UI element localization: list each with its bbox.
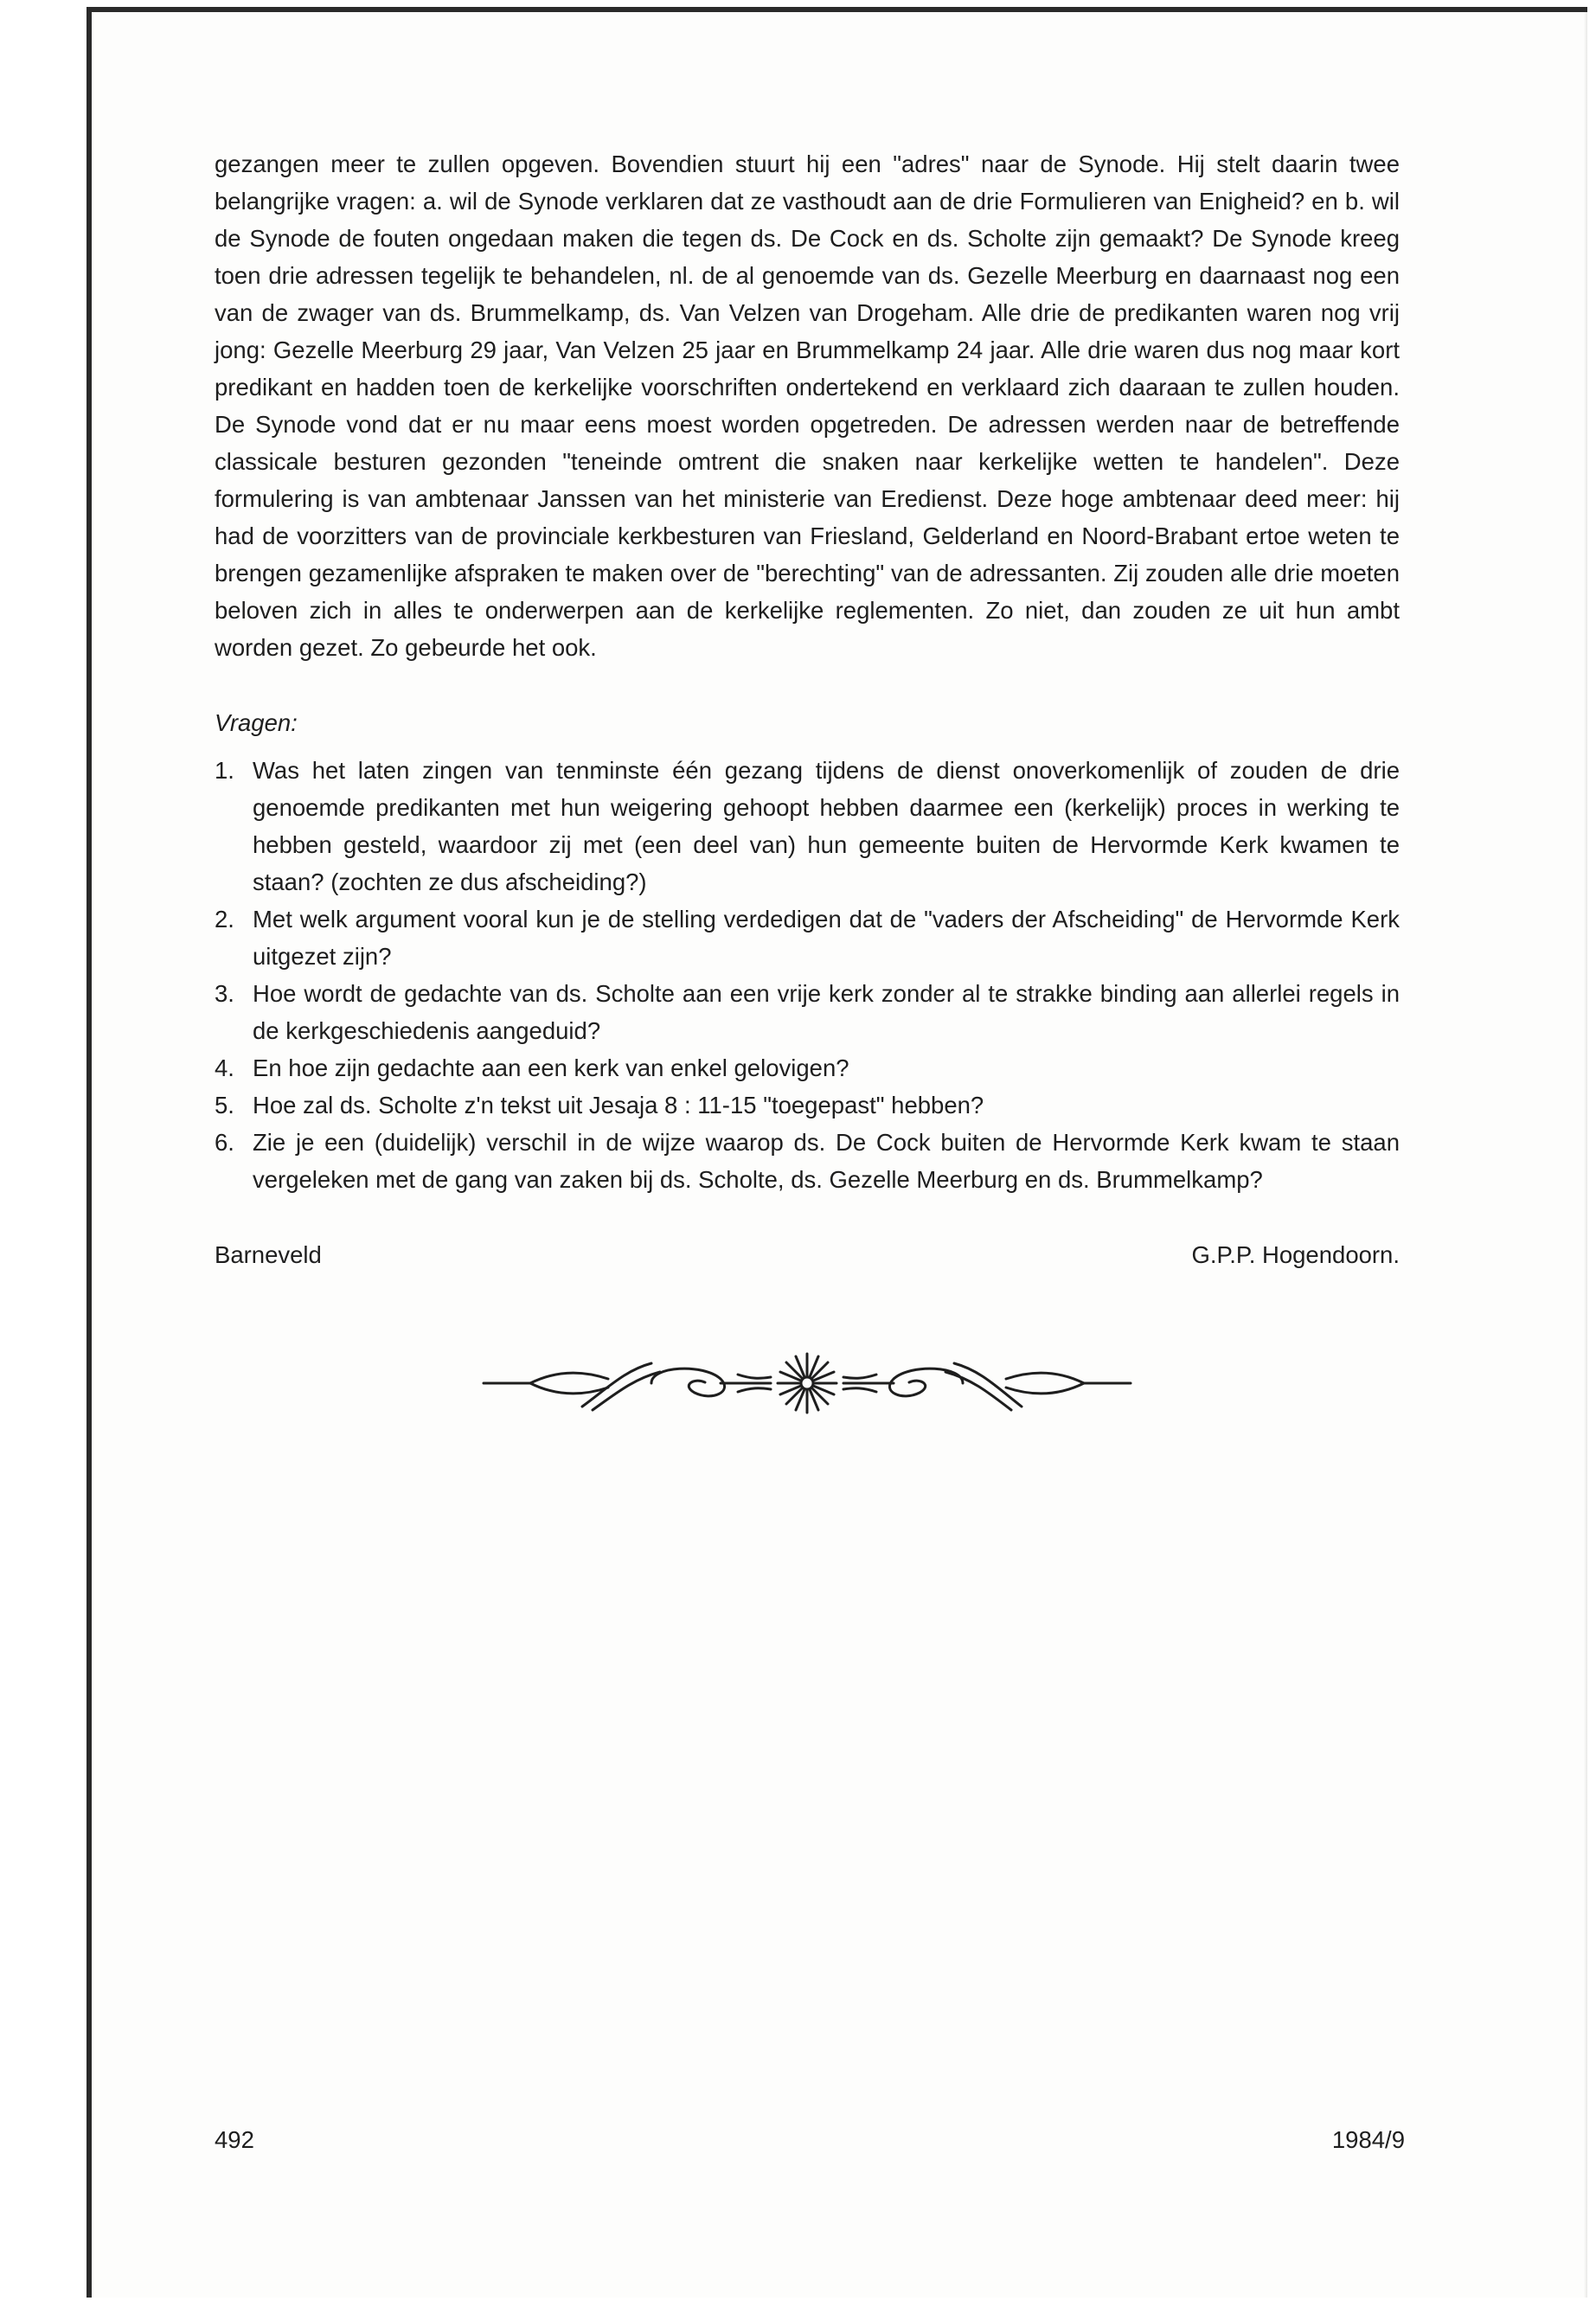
question-item xyxy=(215,1049,1400,1086)
question-item xyxy=(215,975,1400,1049)
question-text: Hoe zal ds. Scholte z'n tekst uit Jesaja 8 : 11-15 "toegepast" hebben? xyxy=(253,1092,984,1118)
question-text: Zie je een (duidelijk) verschil in de wijze waarop ds. De Cock buiten de Hervormde Kerk kwam te staan vergeleken met de gang van zaken bij ds. Scholte, ds. Gezelle Meerburg en ds. Brummelkamp? xyxy=(253,1129,1400,1193)
question-item xyxy=(215,901,1400,975)
question-item xyxy=(215,1086,1400,1124)
question-text: En hoe zijn gedachte aan een kerk van enkel gelovigen? xyxy=(253,1054,849,1081)
question-text: Was het laten zingen van tenminste één gezang tijdens de dienst onoverkomenlijk of zouden de drie genoemde predikanten met hun weigering gehoopt hebben daarmee een (kerkelijk) proces in werking te hebben gesteld, waardoor zij met (een deel van) hun gemeente buiten de Hervormde Kerk kwamen te staan? (zochten ze dus afscheiding?) xyxy=(253,757,1400,895)
page-footer xyxy=(215,2126,1405,2154)
question-text: Met welk argument vooral kun je de stelling verdedigen dat de "vaders der Afscheiding" de Hervormde Kerk uitgezet zijn? xyxy=(253,906,1400,970)
question-number: 5. xyxy=(215,1092,234,1118)
issue-number: 1984/9 xyxy=(1331,2126,1405,2153)
question-number: 4. xyxy=(215,1054,234,1081)
questions-list xyxy=(215,752,1400,1198)
page-content xyxy=(215,145,1400,1422)
question-text: Hoe wordt de gedachte van ds. Scholte aan een vrije kerk zonder al te strakke binding aan allerlei regels in de kerkgeschiedenis aangeduid? xyxy=(253,980,1400,1044)
signature-author: G.P.P. Hogendoorn. xyxy=(1191,1241,1400,1268)
ornament xyxy=(215,1344,1400,1422)
question-number: 1. xyxy=(215,757,234,784)
question-number: 6. xyxy=(215,1129,234,1156)
signature-row xyxy=(215,1236,1400,1273)
flourish-divider-icon xyxy=(478,1344,1136,1422)
question-item xyxy=(215,752,1400,901)
page-number: 492 xyxy=(215,2126,254,2153)
question-number: 2. xyxy=(215,906,234,933)
questions-heading: Vragen: xyxy=(215,709,298,736)
question-number: 3. xyxy=(215,980,234,1007)
article-body: gezangen meer te zullen opgeven. Bovendien stuurt hij een "adres" naar de Synode. Hij stelt daarin twee belangrijke vragen: a. wil de Synode verklaren dat ze vasthoudt aan de drie Formulieren van Enigheid? en b. wil de Synode de fouten ongedaan maken die tegen ds. De Cock en ds. Scholte zijn gemaakt? De Synode kreeg toen drie adressen tegelijk te behandelen, nl. de al genoemde van ds. Gezelle Meerburg en daarnaast nog een van de zwager van ds. Brummelkamp, ds. Van Velzen van Drogeham. Alle drie de predikanten waren nog vrij jong: Gezelle Meerburg 29 jaar, Van Velzen 25 jaar en Brummelkamp 24 jaar. Alle drie waren dus nog maar kort predikant en hadden toen de kerkelijke voorschriften ondertekend en verklaard zich daaraan te zullen houden. De Synode vond dat er nu maar eens moest worden opgetreden. De adressen werden naar de betreffende classicale besturen gezonden "teneinde omtrent die snaken naar kerkelijke wetten te handelen". Deze formulering is van ambtenaar Janssen van het ministerie van Eredienst. Deze hoge ambtenaar deed meer: hij had de voorzitters van de provinciale kerkbesturen van Friesland, Gelderland en Noord-Brabant ertoe weten te brengen gezamenlijke afspraken te maken over de "berechting" van de adressanten. Zij zouden alle drie moeten beloven zich in alles te onderwerpen aan de kerkelijke reglementen. Zo niet, dan zouden ze uit hun ambt worden gezet. Zo gebeurde het ook. xyxy=(215,151,1400,661)
signature-place: Barneveld xyxy=(215,1241,322,1268)
question-item xyxy=(215,1124,1400,1198)
